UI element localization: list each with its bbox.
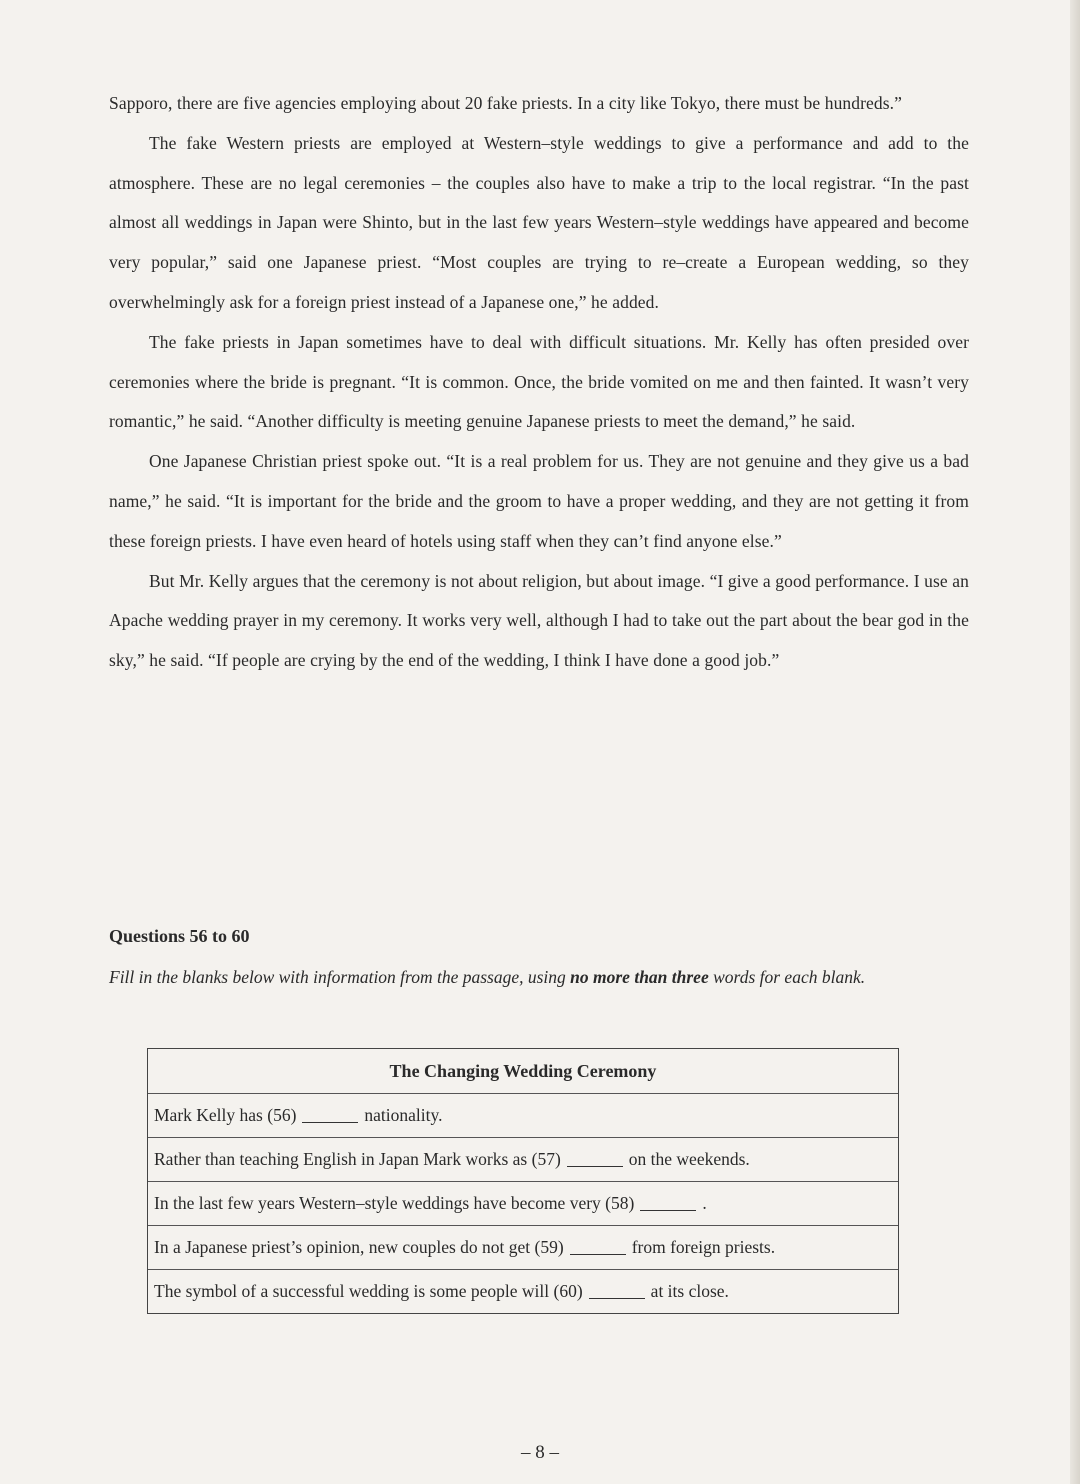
row-text-after: from foreign priests. [631, 1237, 776, 1257]
answer-blank-57[interactable] [567, 1152, 623, 1167]
row-text-before: The symbol of a successful wedding is some people will (60) [154, 1281, 583, 1301]
row-text-after: at its close. [650, 1281, 729, 1301]
table-header: The Changing Wedding Ceremony [389, 1060, 657, 1081]
table-row-58 [148, 1181, 898, 1225]
paragraph-5: But Mr. Kelly argues that the ceremony is not about religion, but about image. “I give a good performance. I use an Apache wedding prayer in my ceremony. It works very well, although I had to take out the part about the bear god in the sky,” he said. “If people are crying by the end of the wedding, I think I have done a good job.” [109, 570, 969, 671]
table-row-57 [148, 1137, 898, 1181]
row-text-after: nationality. [364, 1105, 443, 1125]
answer-blank-60[interactable] [589, 1284, 645, 1299]
page-number: – 8 – [521, 1442, 559, 1463]
fill-in-table [147, 1048, 899, 1314]
answer-blank-58[interactable] [640, 1196, 696, 1211]
answer-blank-56[interactable] [302, 1108, 358, 1123]
instruction-text-start: Fill in the blanks below with information from the passage, using [109, 967, 571, 987]
row-text-after: on the weekends. [628, 1149, 750, 1169]
table-row-56 [148, 1093, 898, 1137]
paragraph-3: The fake priests in Japan sometimes have to deal with difficult situations. Mr. Kelly has often presided over ceremonies where the bride is pregnant. “It is common. Once, the bride vomited on me and then fainted. It wasn’t very romantic,” he said. “Another difficulty is meeting genuine Japanese priests to meet the demand,” he said. [109, 331, 969, 432]
paragraph-4: One Japanese Christian priest spoke out. “It is a real problem for us. They are not genuine and they give us a bad name,” he said. “It is important for the bride and the groom to have a proper wedding, and they are not getting it from these foreign priests. I have even heard of hotels using staff when they can’t find anyone else.” [109, 451, 969, 551]
answer-blank-59[interactable] [570, 1240, 626, 1255]
row-text-before: In a Japanese priest’s opinion, new couples do not get (59) [154, 1237, 564, 1257]
passage-text [109, 84, 969, 681]
scan-edge [1070, 0, 1080, 1484]
row-text-before: Mark Kelly has (56) [154, 1105, 297, 1125]
row-text-before: Rather than teaching English in Japan Mark works as (57) [154, 1149, 561, 1169]
paragraph-1: Sapporo, there are five agencies employing about 20 fake priests. In a city like Tokyo, there must be hundreds.” [109, 93, 903, 113]
table-row-60 [148, 1269, 898, 1313]
table-row-59 [148, 1225, 898, 1269]
paragraph-2: The fake Western priests are employed at Western–style weddings to give a performance and add to the atmosphere. These are no legal ceremonies – the couples also have to make a trip to the local registrar. “In the past almost all weddings in Japan were Shinto, but in the last few years Western–style weddings have appeared and become very popular,” said one Japanese priest. “Most couples are trying to re–create a European wedding, so they overwhelmingly ask for a foreign priest instead of a Japanese one,” he added. [109, 132, 969, 312]
questions-heading: Questions 56 to 60 [109, 926, 250, 946]
row-text-after: . [702, 1193, 707, 1213]
row-text-before: In the last few years Western–style weddings have become very (58) [154, 1193, 635, 1213]
questions-instruction [109, 967, 969, 988]
instruction-text-end: words for each blank. [708, 967, 866, 987]
instruction-emphasis: no more than three [570, 967, 709, 987]
